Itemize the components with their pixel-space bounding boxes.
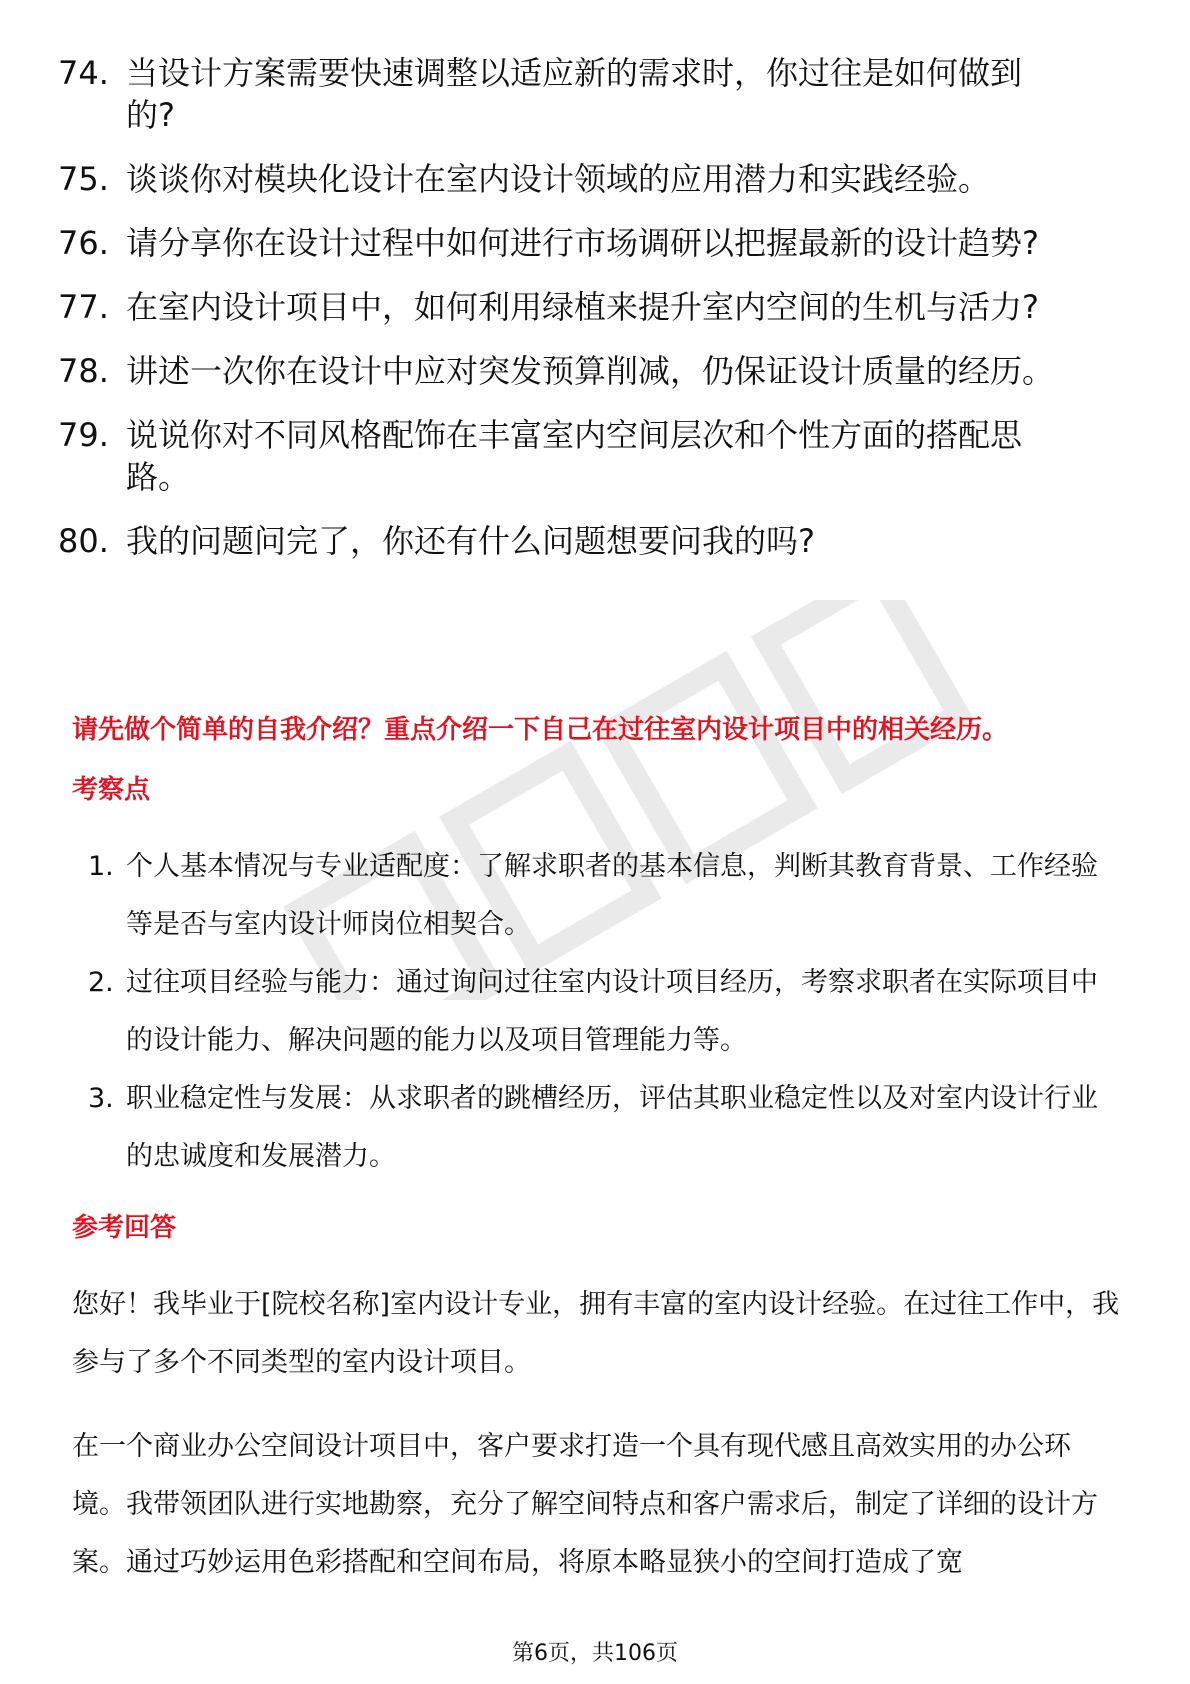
question-text: 请分享你在设计过程中如何进行市场调研以把握最新的设计趋势?	[126, 224, 1039, 262]
answer-paragraph: 在一个商业办公空间设计项目中，客户要求打造一个具有现代感且高效实用的办公环境。我带领团队进行实地勘察，充分了解空间特点和客户需求后，制定了详细的设计方案。通过巧妙运用色彩搭配和空间布局，将原本略显狭小的空间打造成了宽	[72, 1431, 1098, 1578]
question-number: 74.	[58, 54, 109, 92]
examine-point-item	[88, 1070, 1118, 1186]
question-text: 当设计方案需要快速调整以适应新的需求时，你过往是如何做到的?	[126, 54, 1023, 134]
examine-points-heading: 考察点	[72, 775, 151, 805]
question-item-74	[58, 52, 1148, 136]
question-item-80	[58, 520, 1148, 562]
question-item-76	[58, 222, 1148, 264]
point-text: 过往项目经验与能力：通过询问过往室内设计项目经历，考察求职者在实际项目中的设计能力、解决问题的能力以及项目管理能力等。	[126, 967, 1098, 1056]
question-number: 76.	[58, 224, 109, 262]
highlight-question: 请先做个简单的自我介绍？重点介绍一下自己在过往室内设计项目中的相关经历。	[72, 715, 1009, 745]
question-number: 78.	[58, 352, 109, 390]
answer-paragraph: 您好！我毕业于[院校名称]室内设计专业，拥有丰富的室内设计经验。在过往工作中，我参与了多个不同类型的室内设计项目。	[72, 1289, 1120, 1378]
question-number: 80.	[58, 522, 109, 560]
question-number: 79.	[58, 416, 109, 454]
question-number: 77.	[58, 288, 109, 326]
point-text: 个人基本情况与专业适配度：了解求职者的基本信息，判断其教育背景、工作经验等是否与室内设计师岗位相契合。	[126, 851, 1098, 940]
question-text: 讲述一次你在设计中应对突发预算削减，仍保证设计质量的经历。	[126, 352, 1055, 390]
question-number: 75.	[58, 160, 109, 198]
question-text: 说说你对不同风格配饰在丰富室内空间层次和个性方面的搭配思路。	[126, 416, 1023, 496]
examine-point-item	[88, 954, 1118, 1070]
question-list	[58, 52, 1148, 584]
question-text: 我的问题问完了，你还有什么问题想要问我的吗?	[126, 522, 815, 560]
point-number: 2.	[88, 967, 114, 998]
point-number: 1.	[88, 851, 114, 882]
page-footer: 第6页，共106页	[512, 1641, 678, 1666]
examine-points-list	[88, 838, 1118, 1186]
point-number: 3.	[88, 1083, 114, 1114]
point-text: 职业稳定性与发展：从求职者的跳槽经历，评估其职业稳定性以及对室内设计行业的忠诚度和发展潜力。	[126, 1083, 1098, 1172]
question-item-77	[58, 286, 1148, 328]
reference-answer-heading: 参考回答	[72, 1213, 177, 1243]
question-item-78	[58, 350, 1148, 392]
examine-point-item	[88, 838, 1118, 954]
question-item-75	[58, 158, 1148, 200]
question-item-79	[58, 414, 1148, 498]
question-text: 在室内设计项目中，如何利用绿植来提升室内空间的生机与活力?	[126, 288, 1039, 326]
question-text: 谈谈你对模块化设计在室内设计领域的应用潜力和实践经验。	[126, 160, 991, 198]
